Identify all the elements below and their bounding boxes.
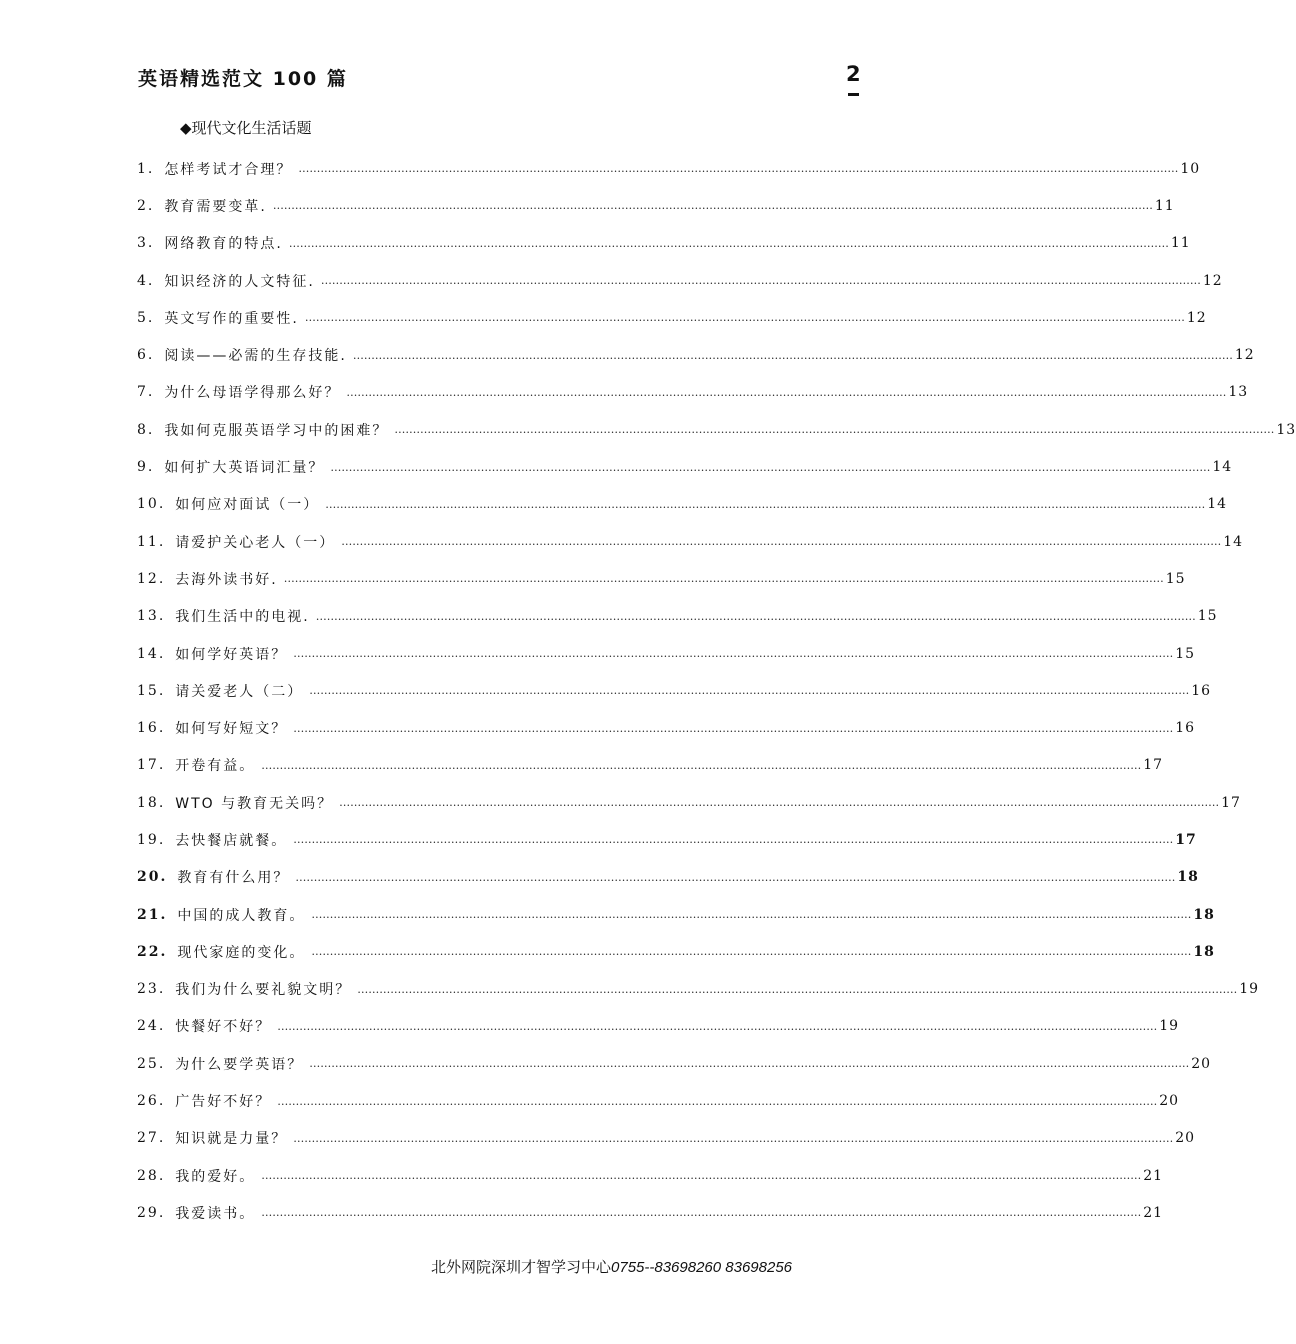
toc-leader-dots: …………………………………………………………………………………………………………………………………………………………………………………………………………………… — [288, 236, 1169, 250]
toc-leader-dots: …………………………………………………………………………………………………………………………………………………………………………………………………………………… — [261, 1206, 1142, 1220]
toc-row — [137, 262, 1223, 299]
toc-entry-title: 怎样考试才合理？ — [164, 161, 293, 178]
toc-entry-title: 我的爱好。 — [175, 1168, 256, 1185]
toc-row — [137, 187, 1175, 224]
toc-row — [137, 411, 1296, 448]
toc-leader-dots: …………………………………………………………………………………………………………………………………………………………………………………………………………………… — [339, 796, 1220, 810]
toc-entry-title: 为什么要学英语？ — [175, 1056, 304, 1073]
toc-row — [137, 523, 1244, 560]
toc-entry-page: 19 — [1159, 1018, 1180, 1035]
toc-leader-dots: …………………………………………………………………………………………………………………………………………………………………………………………………………………… — [330, 460, 1211, 474]
toc-entry-title: 开卷有益。 — [175, 758, 256, 775]
toc-row — [137, 1008, 1180, 1045]
toc-leader-dots: …………………………………………………………………………………………………………………………………………………………………………………………………………………… — [277, 1019, 1158, 1033]
toc-leader-dots: …………………………………………………………………………………………………………………………………………………………………………………………………………………… — [315, 609, 1196, 623]
toc-entry-number: 6. — [137, 347, 155, 364]
toc-entry-number: 29. — [137, 1204, 166, 1221]
toc-row — [137, 150, 1201, 187]
toc-leader-dots: …………………………………………………………………………………………………………………………………………………………………………………………………………………… — [304, 311, 1185, 325]
toc-entry-title: 如何写好短文？ — [175, 721, 288, 738]
toc-entry-title: 知识就是力量？ — [175, 1131, 288, 1148]
toc-entry-title: 如何扩大英语词汇量？ — [164, 460, 325, 477]
toc-entry-number: 2. — [137, 197, 155, 214]
toc-entry-page: 17 — [1175, 831, 1197, 848]
toc-entry-page: 11 — [1170, 235, 1191, 252]
page-number-underline — [848, 93, 859, 96]
toc-row — [137, 1120, 1196, 1157]
toc-entry-number: 23. — [137, 981, 166, 998]
toc-row — [137, 1194, 1164, 1231]
toc-entry-number: 7. — [137, 384, 155, 401]
toc-entry-number: 12. — [137, 570, 166, 587]
footer-organization: 北外网院深圳才智学习中心 — [431, 1258, 612, 1276]
toc-entry-title: 如何应对面试（一） — [175, 497, 320, 514]
toc-leader-dots: …………………………………………………………………………………………………………………………………………………………………………………………………………………… — [261, 758, 1142, 772]
toc-row — [137, 598, 1218, 635]
toc-leader-dots: …………………………………………………………………………………………………………………………………………………………………………………………………………………… — [272, 199, 1153, 213]
toc-row — [137, 672, 1212, 709]
toc-entry-title: 请关爱老人（二） — [175, 683, 304, 700]
toc-entry-title: 中国的成人教育。 — [177, 907, 306, 924]
toc-leader-dots: …………………………………………………………………………………………………………………………………………………………………………………………………………………… — [277, 1094, 1158, 1108]
toc-row — [137, 1045, 1212, 1082]
toc-row — [137, 821, 1197, 858]
toc-entry-title: 去快餐店就餐。 — [175, 832, 288, 849]
toc-leader-dots: …………………………………………………………………………………………………………………………………………………………………………………………………………………… — [293, 833, 1174, 847]
toc-entry-number: 11. — [137, 533, 166, 550]
toc-leader-dots: …………………………………………………………………………………………………………………………………………………………………………………………………………………… — [346, 385, 1227, 399]
toc-row — [137, 299, 1207, 336]
toc-entry-page: 11 — [1154, 197, 1175, 214]
toc-entry-page: 19 — [1239, 981, 1260, 998]
toc-entry-page: 16 — [1191, 682, 1212, 699]
toc-entry-number: 8. — [137, 421, 155, 438]
toc-leader-dots: …………………………………………………………………………………………………………………………………………………………………………………………………………………… — [311, 945, 1192, 959]
toc-entry-title: 英文写作的重要性. — [164, 310, 299, 327]
toc-entry-number: 16. — [137, 720, 166, 737]
toc-row — [137, 560, 1186, 597]
toc-entry-title: 阅读——必需的生存技能. — [164, 348, 347, 365]
toc-entry-title: 广告好不好？ — [175, 1094, 272, 1111]
toc-entry-title: 请爱护关心老人（一） — [175, 534, 336, 551]
toc-entry-number: 9. — [137, 459, 155, 476]
toc-entry-title: WTO 与教育无关吗？ — [175, 795, 334, 812]
toc-leader-dots: …………………………………………………………………………………………………………………………………………………………………………………………………………………… — [357, 982, 1238, 996]
toc-entry-number: 26. — [137, 1093, 166, 1110]
toc-entry-number: 22. — [137, 943, 168, 960]
toc-row — [137, 448, 1233, 485]
toc-entry-page: 18 — [1193, 906, 1215, 923]
document-title: 英语精选范文 100 篇 — [138, 68, 348, 90]
toc-entry-page: 12 — [1202, 272, 1223, 289]
toc-row — [137, 933, 1215, 970]
toc-entry-title: 为什么母语学得那么好？ — [164, 385, 341, 402]
toc-entry-title: 现代家庭的变化。 — [177, 944, 306, 961]
toc-entry-page: 14 — [1207, 496, 1228, 513]
toc-entry-number: 10. — [137, 496, 166, 513]
toc-leader-dots: …………………………………………………………………………………………………………………………………………………………………………………………………………………… — [283, 572, 1164, 586]
toc-entry-page: 12 — [1186, 309, 1207, 326]
section-title: ◆现代文化生活话题 — [180, 119, 312, 137]
toc-row — [137, 747, 1164, 784]
toc-entry-page: 20 — [1191, 1055, 1212, 1072]
toc-entry-number: 4. — [137, 272, 155, 289]
toc-entry-page: 20 — [1159, 1093, 1180, 1110]
toc-entry-page: 20 — [1175, 1130, 1196, 1147]
toc-entry-number: 1. — [137, 160, 155, 177]
toc-leader-dots: …………………………………………………………………………………………………………………………………………………………………………………………………………………… — [293, 647, 1174, 660]
toc-entry-number: 5. — [137, 309, 155, 326]
toc-row — [137, 971, 1260, 1008]
toc-entry-page: 13 — [1228, 384, 1249, 401]
toc-entry-page: 15 — [1165, 570, 1186, 587]
toc-entry-page: 10 — [1180, 160, 1201, 177]
toc-entry-title: 快餐好不好？ — [175, 1019, 272, 1036]
toc-row — [137, 859, 1199, 896]
toc-row — [137, 225, 1191, 262]
toc-row — [137, 896, 1215, 933]
toc-entry-title: 知识经济的人文特征. — [164, 273, 315, 290]
toc-leader-dots: …………………………………………………………………………………………………………………………………………………………………………………………………………………… — [311, 908, 1192, 922]
toc-row — [137, 374, 1249, 411]
toc-entry-number: 27. — [137, 1130, 166, 1147]
toc-entry-number: 15. — [137, 682, 166, 699]
toc-row — [137, 709, 1196, 746]
toc-entry-page: 15 — [1175, 645, 1196, 662]
toc-entry-number: 17. — [137, 757, 166, 774]
toc-entry-page: 18 — [1193, 943, 1215, 960]
page-number: 2 — [846, 62, 861, 86]
toc-entry-page: 13 — [1276, 421, 1296, 438]
toc-leader-dots: …………………………………………………………………………………………………………………………………………………………………………………………………………………… — [394, 423, 1275, 437]
toc-entry-page: 21 — [1143, 1167, 1164, 1184]
toc-row — [137, 486, 1228, 523]
toc-entry-page: 17 — [1143, 757, 1164, 774]
toc-leader-dots: …………………………………………………………………………………………………………………………………………………………………………………………………………………… — [293, 1131, 1174, 1145]
toc-leader-dots: …………………………………………………………………………………………………………………………………………………………………………………………………………………… — [325, 497, 1206, 511]
toc-row — [137, 1157, 1164, 1194]
toc-entry-number: 20. — [137, 869, 168, 886]
toc-entry-title: 我爱读书。 — [175, 1205, 256, 1222]
toc-entry-number: 14. — [137, 645, 166, 662]
toc-entry-number: 28. — [137, 1167, 166, 1184]
toc-leader-dots: …………………………………………………………………………………………………………………………………………………………………………………………………………………… — [298, 162, 1179, 176]
toc-entry-title: 教育有什么用？ — [177, 870, 290, 887]
toc-entry-title: 网络教育的特点. — [164, 236, 283, 253]
toc-leader-dots: …………………………………………………………………………………………………………………………………………………………………………………………………………………… — [261, 1169, 1142, 1183]
toc-entry-number: 3. — [137, 235, 155, 252]
toc-entry-page: 16 — [1175, 720, 1196, 737]
toc-entry-number: 21. — [137, 906, 168, 923]
toc-entry-page: 14 — [1223, 533, 1244, 550]
toc-leader-dots: …………………………………………………………………………………………………………………………………………………………………………………………………………………… — [309, 1057, 1190, 1071]
toc-entry-title: 教育需要变革. — [164, 198, 267, 215]
toc-entry-page: 12 — [1234, 347, 1255, 364]
toc-entry-number: 25. — [137, 1055, 166, 1072]
table-of-contents — [137, 150, 1296, 1232]
toc-row — [137, 336, 1255, 373]
toc-entry-page: 18 — [1177, 869, 1199, 886]
toc-entry-page: 15 — [1197, 608, 1218, 625]
toc-entry-page: 14 — [1212, 459, 1233, 476]
footer-phone-numbers: 0755--83698260 83698256 — [611, 1259, 793, 1276]
toc-leader-dots: …………………………………………………………………………………………………………………………………………………………………………………………………………………… — [295, 870, 1176, 884]
toc-leader-dots: …………………………………………………………………………………………………………………………………………………………………………………………………………………… — [293, 721, 1174, 735]
toc-entry-number: 19. — [137, 831, 166, 848]
toc-entry-number: 18. — [137, 794, 166, 811]
toc-entry-title: 我们生活中的电视. — [175, 609, 310, 626]
toc-leader-dots: …………………………………………………………………………………………………………………………………………………………………………………………………………………… — [309, 684, 1190, 698]
toc-row — [137, 1082, 1180, 1119]
toc-entry-title: 我们为什么要礼貌文明？ — [175, 982, 352, 999]
toc-row — [137, 784, 1241, 821]
toc-entry-page: 17 — [1221, 794, 1241, 811]
toc-entry-title: 如何学好英语？ — [175, 646, 288, 663]
toc-leader-dots: …………………………………………………………………………………………………………………………………………………………………………………………………………………… — [352, 348, 1233, 362]
toc-entry-title: 去海外读书好. — [175, 571, 278, 588]
toc-entry-page: 21 — [1143, 1204, 1164, 1221]
toc-row — [137, 635, 1196, 672]
toc-leader-dots: …………………………………………………………………………………………………………………………………………………………………………………………………………………… — [320, 274, 1201, 288]
toc-entry-number: 24. — [137, 1018, 166, 1035]
toc-entry-title: 我如何克服英语学习中的困难？ — [164, 422, 389, 439]
toc-leader-dots: …………………………………………………………………………………………………………………………………………………………………………………………………………………… — [341, 535, 1222, 549]
footer — [431, 1256, 792, 1277]
toc-entry-number: 13. — [137, 608, 166, 625]
